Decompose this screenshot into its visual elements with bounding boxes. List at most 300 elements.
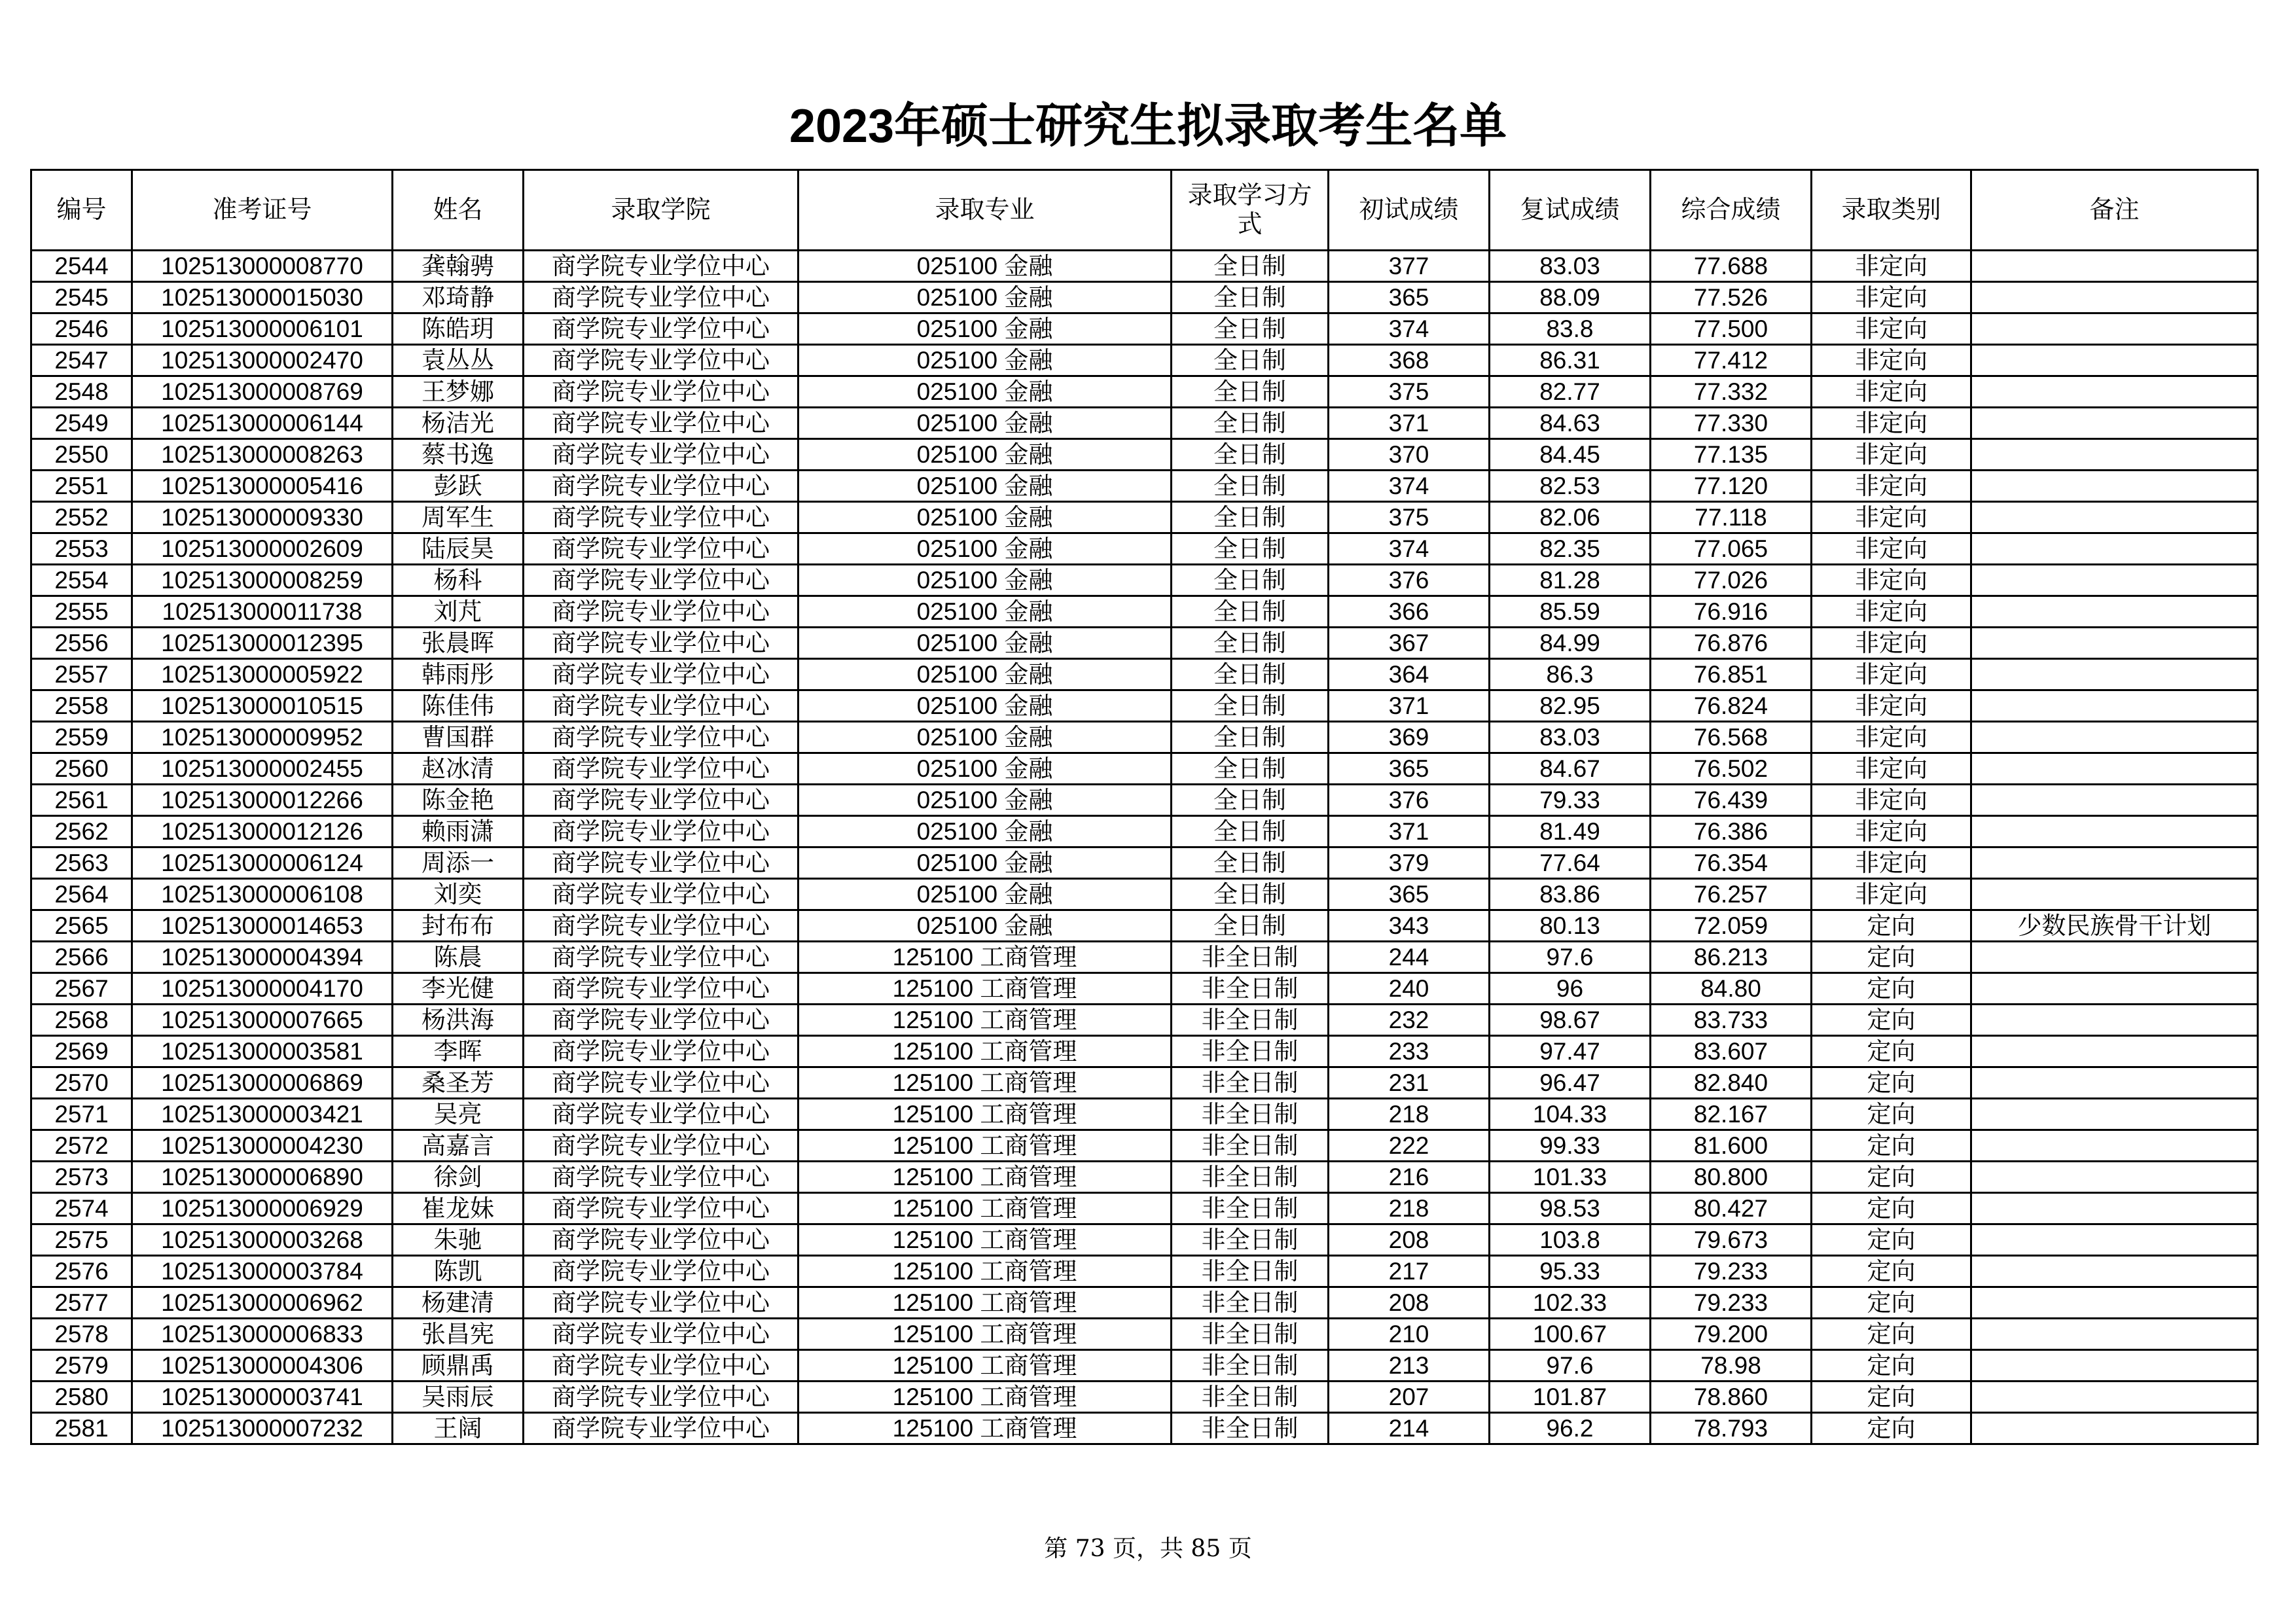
cell-retest-score: 95.33	[1490, 1256, 1651, 1287]
cell-school: 商学院专业学位中心	[524, 471, 798, 502]
cell-total-score: 77.118	[1651, 502, 1812, 533]
cell-id: 2576	[31, 1256, 132, 1287]
cell-study-mode: 全日制	[1172, 910, 1329, 942]
cell-school: 商学院专业学位中心	[524, 1005, 798, 1036]
cell-major: 125100 工商管理	[798, 1350, 1172, 1382]
cell-category: 非定向	[1812, 439, 1971, 471]
cell-prelim-score: 374	[1329, 533, 1490, 565]
cell-prelim-score: 213	[1329, 1350, 1490, 1382]
cell-name: 龚翰骋	[393, 251, 524, 282]
cell-name: 吴雨辰	[393, 1382, 524, 1413]
cell-retest-score: 96.2	[1490, 1413, 1651, 1444]
cell-remarks	[1971, 973, 2258, 1005]
cell-total-score: 77.412	[1651, 345, 1812, 376]
cell-name: 王阔	[393, 1413, 524, 1444]
cell-total-score: 77.688	[1651, 251, 1812, 282]
cell-total-score: 76.916	[1651, 596, 1812, 628]
cell-exam-number: 102513000003581	[132, 1036, 393, 1067]
cell-study-mode: 全日制	[1172, 659, 1329, 690]
cell-school: 商学院专业学位中心	[524, 1413, 798, 1444]
cell-major: 125100 工商管理	[798, 1005, 1172, 1036]
cell-id: 2544	[31, 251, 132, 282]
cell-total-score: 77.026	[1651, 565, 1812, 596]
cell-prelim-score: 240	[1329, 973, 1490, 1005]
cell-prelim-score: 244	[1329, 942, 1490, 973]
cell-name: 曹国群	[393, 722, 524, 753]
cell-retest-score: 103.8	[1490, 1224, 1651, 1256]
header-row	[31, 170, 2258, 251]
cell-prelim-score: 370	[1329, 439, 1490, 471]
cell-id: 2557	[31, 659, 132, 690]
cell-remarks	[1971, 1193, 2258, 1224]
cell-id: 2579	[31, 1350, 132, 1382]
cell-major: 125100 工商管理	[798, 1224, 1172, 1256]
cell-study-mode: 全日制	[1172, 282, 1329, 313]
cell-exam-number: 102513000006833	[132, 1319, 393, 1350]
cell-school: 商学院专业学位中心	[524, 1256, 798, 1287]
cell-school: 商学院专业学位中心	[524, 722, 798, 753]
column-header-category: 录取类别	[1812, 170, 1971, 251]
table-row	[31, 313, 2258, 345]
cell-category: 定向	[1812, 942, 1971, 973]
cell-exam-number: 102513000006869	[132, 1067, 393, 1099]
cell-total-score: 79.200	[1651, 1319, 1812, 1350]
cell-category: 定向	[1812, 973, 1971, 1005]
cell-study-mode: 全日制	[1172, 879, 1329, 910]
cell-school: 商学院专业学位中心	[524, 690, 798, 722]
cell-total-score: 77.135	[1651, 439, 1812, 471]
cell-total-score: 78.793	[1651, 1413, 1812, 1444]
cell-category: 非定向	[1812, 408, 1971, 439]
cell-school: 商学院专业学位中心	[524, 942, 798, 973]
cell-prelim-score: 364	[1329, 659, 1490, 690]
cell-remarks	[1971, 628, 2258, 659]
table-row	[31, 251, 2258, 282]
cell-school: 商学院专业学位中心	[524, 282, 798, 313]
table-row	[31, 659, 2258, 690]
cell-id: 2556	[31, 628, 132, 659]
cell-remarks	[1971, 376, 2258, 408]
cell-exam-number: 102513000009330	[132, 502, 393, 533]
cell-total-score: 83.733	[1651, 1005, 1812, 1036]
cell-retest-score: 82.06	[1490, 502, 1651, 533]
cell-prelim-score: 231	[1329, 1067, 1490, 1099]
cell-total-score: 81.600	[1651, 1130, 1812, 1162]
cell-id: 2547	[31, 345, 132, 376]
cell-study-mode: 全日制	[1172, 502, 1329, 533]
cell-school: 商学院专业学位中心	[524, 313, 798, 345]
cell-remarks	[1971, 942, 2258, 973]
cell-total-score: 77.526	[1651, 282, 1812, 313]
cell-major: 125100 工商管理	[798, 942, 1172, 973]
table-row	[31, 910, 2258, 942]
cell-retest-score: 83.03	[1490, 251, 1651, 282]
cell-id: 2553	[31, 533, 132, 565]
cell-name: 周添一	[393, 847, 524, 879]
cell-study-mode: 全日制	[1172, 533, 1329, 565]
cell-retest-score: 83.8	[1490, 313, 1651, 345]
cell-major: 025100 金融	[798, 690, 1172, 722]
cell-retest-score: 81.28	[1490, 565, 1651, 596]
cell-study-mode: 非全日制	[1172, 942, 1329, 973]
cell-total-score: 76.257	[1651, 879, 1812, 910]
cell-category: 非定向	[1812, 345, 1971, 376]
table-row	[31, 502, 2258, 533]
cell-total-score: 77.332	[1651, 376, 1812, 408]
cell-major: 125100 工商管理	[798, 1287, 1172, 1319]
cell-id: 2550	[31, 439, 132, 471]
cell-major: 125100 工商管理	[798, 1067, 1172, 1099]
cell-prelim-score: 367	[1329, 628, 1490, 659]
cell-retest-score: 79.33	[1490, 785, 1651, 816]
table-row	[31, 942, 2258, 973]
cell-study-mode: 非全日制	[1172, 1067, 1329, 1099]
cell-school: 商学院专业学位中心	[524, 628, 798, 659]
cell-prelim-score: 207	[1329, 1382, 1490, 1413]
cell-remarks	[1971, 879, 2258, 910]
cell-study-mode: 全日制	[1172, 847, 1329, 879]
cell-id: 2573	[31, 1162, 132, 1193]
cell-prelim-score: 377	[1329, 251, 1490, 282]
cell-study-mode: 非全日制	[1172, 1162, 1329, 1193]
cell-prelim-score: 374	[1329, 313, 1490, 345]
cell-exam-number: 102513000011738	[132, 596, 393, 628]
table-row	[31, 439, 2258, 471]
cell-study-mode: 全日制	[1172, 753, 1329, 785]
cell-remarks	[1971, 1287, 2258, 1319]
cell-remarks	[1971, 1130, 2258, 1162]
cell-id: 2566	[31, 942, 132, 973]
cell-total-score: 79.233	[1651, 1287, 1812, 1319]
cell-school: 商学院专业学位中心	[524, 1350, 798, 1382]
cell-prelim-score: 208	[1329, 1224, 1490, 1256]
cell-total-score: 76.439	[1651, 785, 1812, 816]
cell-id: 2565	[31, 910, 132, 942]
cell-remarks: 少数民族骨干计划	[1971, 910, 2258, 942]
cell-retest-score: 84.45	[1490, 439, 1651, 471]
cell-name: 李晖	[393, 1036, 524, 1067]
cell-school: 商学院专业学位中心	[524, 439, 798, 471]
cell-prelim-score: 214	[1329, 1413, 1490, 1444]
cell-exam-number: 102513000003268	[132, 1224, 393, 1256]
cell-retest-score: 81.49	[1490, 816, 1651, 847]
cell-major: 025100 金融	[798, 753, 1172, 785]
cell-exam-number: 102513000006124	[132, 847, 393, 879]
cell-id: 2545	[31, 282, 132, 313]
cell-retest-score: 85.59	[1490, 596, 1651, 628]
cell-category: 定向	[1812, 1162, 1971, 1193]
cell-id: 2577	[31, 1287, 132, 1319]
cell-major: 125100 工商管理	[798, 973, 1172, 1005]
cell-prelim-score: 210	[1329, 1319, 1490, 1350]
cell-study-mode: 全日制	[1172, 313, 1329, 345]
cell-prelim-score: 365	[1329, 282, 1490, 313]
cell-study-mode: 非全日制	[1172, 1036, 1329, 1067]
cell-major: 025100 金融	[798, 439, 1172, 471]
cell-name: 陆辰昊	[393, 533, 524, 565]
cell-remarks	[1971, 1067, 2258, 1099]
page-footer: 第 73 页，共 85 页	[1044, 1535, 1252, 1562]
cell-major: 025100 金融	[798, 847, 1172, 879]
cell-name: 杨洪海	[393, 1005, 524, 1036]
cell-school: 商学院专业学位中心	[524, 816, 798, 847]
cell-category: 定向	[1812, 1382, 1971, 1413]
cell-exam-number: 102513000006929	[132, 1193, 393, 1224]
cell-name: 赵冰清	[393, 753, 524, 785]
table-row	[31, 345, 2258, 376]
cell-school: 商学院专业学位中心	[524, 1099, 798, 1130]
cell-id: 2555	[31, 596, 132, 628]
cell-exam-number: 102513000008770	[132, 251, 393, 282]
cell-retest-score: 83.86	[1490, 879, 1651, 910]
cell-category: 非定向	[1812, 313, 1971, 345]
cell-exam-number: 102513000014653	[132, 910, 393, 942]
cell-name: 杨科	[393, 565, 524, 596]
cell-remarks	[1971, 722, 2258, 753]
cell-name: 杨洁光	[393, 408, 524, 439]
cell-retest-score: 82.35	[1490, 533, 1651, 565]
cell-exam-number: 102513000012266	[132, 785, 393, 816]
cell-prelim-score: 365	[1329, 879, 1490, 910]
cell-exam-number: 102513000012395	[132, 628, 393, 659]
cell-category: 非定向	[1812, 659, 1971, 690]
cell-study-mode: 非全日制	[1172, 1350, 1329, 1382]
cell-category: 定向	[1812, 1005, 1971, 1036]
cell-major: 025100 金融	[798, 785, 1172, 816]
cell-exam-number: 102513000006962	[132, 1287, 393, 1319]
cell-study-mode: 全日制	[1172, 596, 1329, 628]
cell-major: 125100 工商管理	[798, 1162, 1172, 1193]
cell-exam-number: 102513000009952	[132, 722, 393, 753]
table-row	[31, 1256, 2258, 1287]
column-header-name: 姓名	[393, 170, 524, 251]
cell-major: 025100 金融	[798, 376, 1172, 408]
cell-name: 杨建清	[393, 1287, 524, 1319]
cell-school: 商学院专业学位中心	[524, 408, 798, 439]
cell-remarks	[1971, 565, 2258, 596]
cell-study-mode: 全日制	[1172, 785, 1329, 816]
cell-retest-score: 77.64	[1490, 847, 1651, 879]
cell-name: 王梦娜	[393, 376, 524, 408]
cell-total-score: 76.568	[1651, 722, 1812, 753]
cell-name: 蔡书逸	[393, 439, 524, 471]
cell-category: 定向	[1812, 1099, 1971, 1130]
cell-study-mode: 非全日制	[1172, 1256, 1329, 1287]
cell-retest-score: 82.77	[1490, 376, 1651, 408]
cell-name: 陈金艳	[393, 785, 524, 816]
cell-major: 125100 工商管理	[798, 1382, 1172, 1413]
cell-retest-score: 82.53	[1490, 471, 1651, 502]
cell-exam-number: 102513000015030	[132, 282, 393, 313]
cell-major: 025100 金融	[798, 565, 1172, 596]
cell-retest-score: 83.03	[1490, 722, 1651, 753]
cell-retest-score: 86.3	[1490, 659, 1651, 690]
cell-retest-score: 104.33	[1490, 1099, 1651, 1130]
column-header-remarks: 备注	[1971, 170, 2258, 251]
cell-exam-number: 102513000002609	[132, 533, 393, 565]
cell-name: 陈佳伟	[393, 690, 524, 722]
cell-exam-number: 102513000010515	[132, 690, 393, 722]
cell-total-score: 80.800	[1651, 1162, 1812, 1193]
table-row	[31, 1099, 2258, 1130]
cell-prelim-score: 208	[1329, 1287, 1490, 1319]
table-row	[31, 628, 2258, 659]
cell-name: 朱驰	[393, 1224, 524, 1256]
cell-category: 非定向	[1812, 596, 1971, 628]
cell-remarks	[1971, 690, 2258, 722]
cell-retest-score: 98.67	[1490, 1005, 1651, 1036]
cell-prelim-score: 369	[1329, 722, 1490, 753]
cell-major: 025100 金融	[798, 471, 1172, 502]
cell-school: 商学院专业学位中心	[524, 1287, 798, 1319]
table-row	[31, 690, 2258, 722]
cell-remarks	[1971, 596, 2258, 628]
cell-name: 周军生	[393, 502, 524, 533]
column-header-retest-score: 复试成绩	[1490, 170, 1651, 251]
cell-study-mode: 全日制	[1172, 690, 1329, 722]
cell-school: 商学院专业学位中心	[524, 502, 798, 533]
cell-category: 非定向	[1812, 533, 1971, 565]
cell-major: 125100 工商管理	[798, 1256, 1172, 1287]
table-row	[31, 1067, 2258, 1099]
cell-exam-number: 102513000004394	[132, 942, 393, 973]
cell-exam-number: 102513000003784	[132, 1256, 393, 1287]
cell-remarks	[1971, 313, 2258, 345]
cell-name: 高嘉言	[393, 1130, 524, 1162]
cell-id: 2578	[31, 1319, 132, 1350]
cell-total-score: 76.354	[1651, 847, 1812, 879]
table-row	[31, 879, 2258, 910]
cell-retest-score: 101.33	[1490, 1162, 1651, 1193]
table-row	[31, 847, 2258, 879]
cell-remarks	[1971, 1224, 2258, 1256]
cell-id: 2567	[31, 973, 132, 1005]
cell-id: 2552	[31, 502, 132, 533]
cell-id: 2569	[31, 1036, 132, 1067]
cell-school: 商学院专业学位中心	[524, 533, 798, 565]
cell-total-score: 84.80	[1651, 973, 1812, 1005]
cell-remarks	[1971, 659, 2258, 690]
cell-study-mode: 全日制	[1172, 439, 1329, 471]
cell-retest-score: 100.67	[1490, 1319, 1651, 1350]
cell-remarks	[1971, 345, 2258, 376]
cell-name: 顾鼎禹	[393, 1350, 524, 1382]
cell-study-mode: 非全日制	[1172, 1099, 1329, 1130]
cell-total-score: 80.427	[1651, 1193, 1812, 1224]
table-row	[31, 1005, 2258, 1036]
cell-category: 非定向	[1812, 502, 1971, 533]
cell-prelim-score: 376	[1329, 565, 1490, 596]
cell-remarks	[1971, 282, 2258, 313]
cell-category: 非定向	[1812, 816, 1971, 847]
cell-id: 2563	[31, 847, 132, 879]
cell-remarks	[1971, 1413, 2258, 1444]
table-row	[31, 1287, 2258, 1319]
cell-remarks	[1971, 408, 2258, 439]
cell-name: 韩雨彤	[393, 659, 524, 690]
cell-school: 商学院专业学位中心	[524, 1130, 798, 1162]
cell-category: 定向	[1812, 1350, 1971, 1382]
table-row	[31, 1382, 2258, 1413]
cell-retest-score: 80.13	[1490, 910, 1651, 942]
cell-school: 商学院专业学位中心	[524, 1067, 798, 1099]
cell-major: 025100 金融	[798, 722, 1172, 753]
cell-study-mode: 全日制	[1172, 345, 1329, 376]
cell-exam-number: 102513000005922	[132, 659, 393, 690]
cell-total-score: 83.607	[1651, 1036, 1812, 1067]
cell-major: 025100 金融	[798, 502, 1172, 533]
cell-exam-number: 102513000002455	[132, 753, 393, 785]
cell-remarks	[1971, 251, 2258, 282]
cell-remarks	[1971, 439, 2258, 471]
cell-retest-score: 86.31	[1490, 345, 1651, 376]
cell-retest-score: 99.33	[1490, 1130, 1651, 1162]
cell-school: 商学院专业学位中心	[524, 659, 798, 690]
cell-exam-number: 102513000008259	[132, 565, 393, 596]
cell-study-mode: 全日制	[1172, 408, 1329, 439]
cell-prelim-score: 232	[1329, 1005, 1490, 1036]
cell-study-mode: 非全日制	[1172, 1130, 1329, 1162]
cell-exam-number: 102513000006101	[132, 313, 393, 345]
cell-name: 刘芃	[393, 596, 524, 628]
cell-category: 非定向	[1812, 565, 1971, 596]
cell-school: 商学院专业学位中心	[524, 596, 798, 628]
cell-id: 2571	[31, 1099, 132, 1130]
cell-category: 定向	[1812, 1287, 1971, 1319]
table-row	[31, 753, 2258, 785]
cell-school: 商学院专业学位中心	[524, 785, 798, 816]
cell-id: 2572	[31, 1130, 132, 1162]
table-row	[31, 596, 2258, 628]
cell-total-score: 86.213	[1651, 942, 1812, 973]
cell-exam-number: 102513000006144	[132, 408, 393, 439]
cell-retest-score: 97.6	[1490, 942, 1651, 973]
cell-exam-number: 102513000003741	[132, 1382, 393, 1413]
cell-major: 025100 金融	[798, 251, 1172, 282]
column-header-prelim-score: 初试成绩	[1329, 170, 1490, 251]
cell-total-score: 77.500	[1651, 313, 1812, 345]
cell-prelim-score: 368	[1329, 345, 1490, 376]
cell-exam-number: 102513000012126	[132, 816, 393, 847]
cell-total-score: 79.233	[1651, 1256, 1812, 1287]
cell-exam-number: 102513000008769	[132, 376, 393, 408]
cell-remarks	[1971, 753, 2258, 785]
cell-id: 2554	[31, 565, 132, 596]
cell-school: 商学院专业学位中心	[524, 251, 798, 282]
table-row	[31, 1319, 2258, 1350]
cell-category: 非定向	[1812, 879, 1971, 910]
cell-name: 桑圣芳	[393, 1067, 524, 1099]
cell-major: 125100 工商管理	[798, 1413, 1172, 1444]
cell-major: 125100 工商管理	[798, 1193, 1172, 1224]
cell-name: 李光健	[393, 973, 524, 1005]
cell-exam-number: 102513000007232	[132, 1413, 393, 1444]
cell-name: 封布布	[393, 910, 524, 942]
cell-school: 商学院专业学位中心	[524, 376, 798, 408]
cell-name: 张昌宪	[393, 1319, 524, 1350]
cell-prelim-score: 375	[1329, 502, 1490, 533]
cell-school: 商学院专业学位中心	[524, 1193, 798, 1224]
cell-study-mode: 全日制	[1172, 251, 1329, 282]
cell-retest-score: 97.47	[1490, 1036, 1651, 1067]
cell-remarks	[1971, 1005, 2258, 1036]
cell-school: 商学院专业学位中心	[524, 879, 798, 910]
page-title: 2023年硕士研究生拟录取考生名单	[789, 100, 1507, 152]
table-row	[31, 1130, 2258, 1162]
cell-name: 邓琦静	[393, 282, 524, 313]
cell-name: 赖雨潇	[393, 816, 524, 847]
cell-category: 非定向	[1812, 251, 1971, 282]
